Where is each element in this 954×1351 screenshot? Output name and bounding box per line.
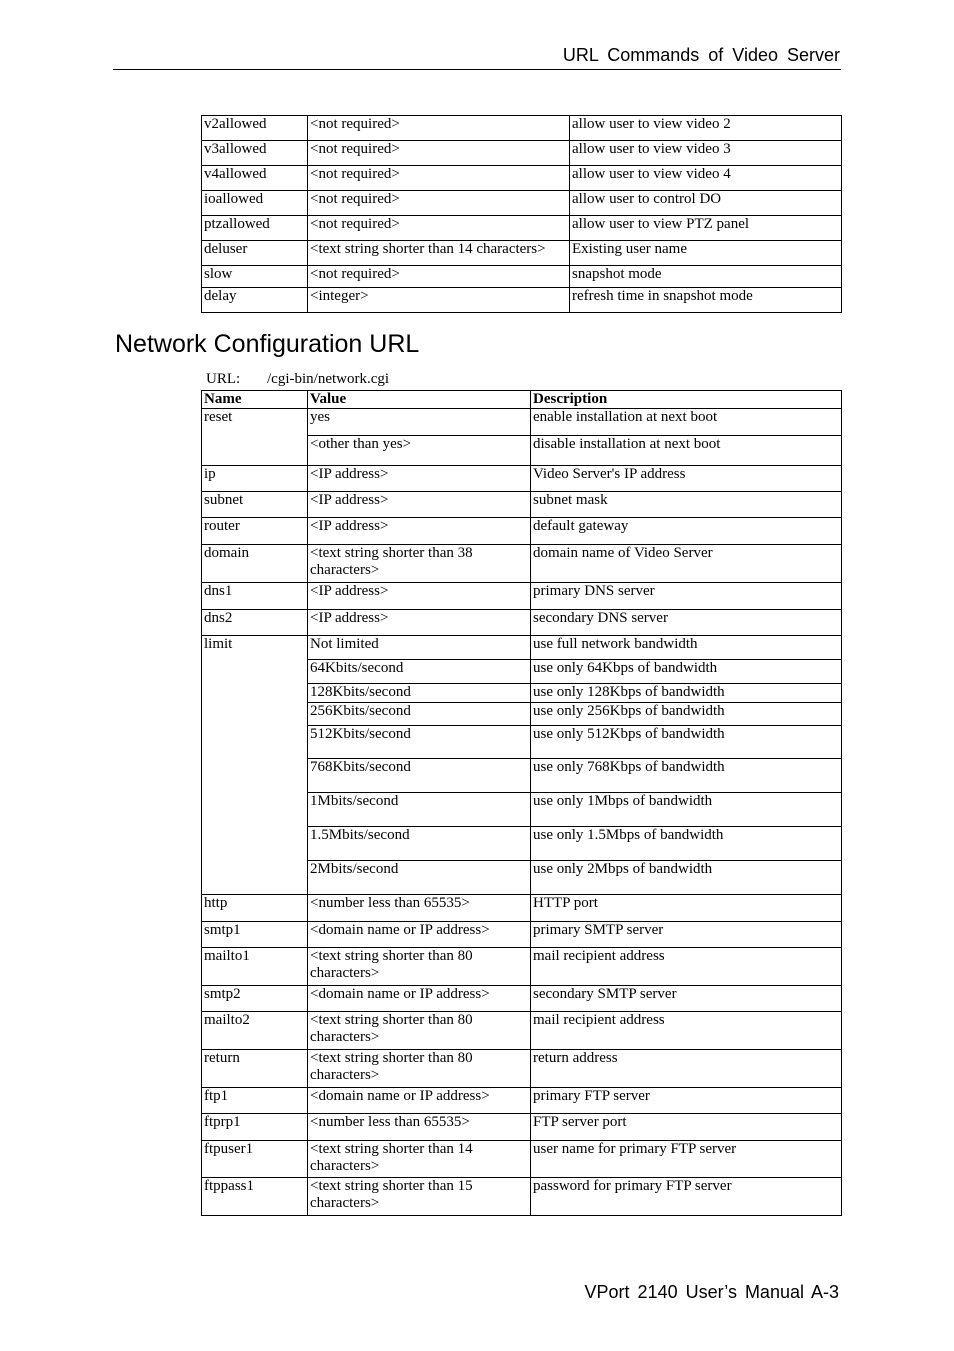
table-row xyxy=(202,986,842,1012)
param-description-cell: use only 1Mbps of bandwidth xyxy=(531,793,842,827)
param-value-cell: <not required> xyxy=(308,191,570,216)
param-name-cell: ftp1 xyxy=(202,1088,308,1114)
param-value-cell: <not required> xyxy=(308,266,570,288)
param-description-cell: password for primary FTP server xyxy=(531,1178,842,1216)
param-description-cell: refresh time in snapshot mode xyxy=(570,288,842,313)
param-name-cell: smtp1 xyxy=(202,922,308,948)
table-header-row xyxy=(202,391,842,409)
param-value-cell: 2Mbits/second xyxy=(308,861,531,895)
param-description-cell: subnet mask xyxy=(531,492,842,518)
section-heading: Network Configuration URL xyxy=(115,330,420,358)
param-name-cell: return xyxy=(202,1050,308,1088)
param-name-cell: ftprp1 xyxy=(202,1114,308,1141)
param-name-cell: ip xyxy=(202,466,308,492)
param-description-cell: allow user to control DO xyxy=(570,191,842,216)
param-name-cell: dns2 xyxy=(202,610,308,636)
table-row xyxy=(202,191,842,216)
param-name-cell: http xyxy=(202,895,308,922)
column-header-description: Description xyxy=(531,391,842,409)
param-description-cell: use only 256Kbps of bandwidth xyxy=(531,703,842,726)
param-value-cell: <IP address> xyxy=(308,492,531,518)
table-row xyxy=(202,1012,842,1050)
param-value-cell: 1Mbits/second xyxy=(308,793,531,827)
param-value-cell: <not required> xyxy=(308,216,570,241)
param-name-cell: ftpuser1 xyxy=(202,1141,308,1178)
param-description-cell: use only 768Kbps of bandwidth xyxy=(531,759,842,793)
param-value-cell: <not required> xyxy=(308,141,570,166)
page-footer: VPort 2140 User’s Manual A-3 xyxy=(584,1282,839,1302)
table-row xyxy=(202,492,842,518)
param-description-cell: allow user to view video 2 xyxy=(570,116,842,141)
param-name-cell: ftppass1 xyxy=(202,1178,308,1216)
param-description-cell: FTP server port xyxy=(531,1114,842,1141)
param-value-cell: <text string shorter than 80 characters> xyxy=(308,948,531,986)
param-value-cell: <integer> xyxy=(308,288,570,313)
table-row xyxy=(202,141,842,166)
param-value-cell: <text string shorter than 14 characters> xyxy=(308,1141,531,1178)
param-value-cell: <number less than 65535> xyxy=(308,895,531,922)
param-description-cell: use only 128Kbps of bandwidth xyxy=(531,684,842,703)
table-row xyxy=(202,266,842,288)
table-row xyxy=(202,545,842,583)
param-description-cell: secondary SMTP server xyxy=(531,986,842,1012)
table-row xyxy=(202,1088,842,1114)
param-name-cell: v4allowed xyxy=(202,166,308,191)
param-value-cell: yes xyxy=(308,409,531,436)
param-name-cell: v2allowed xyxy=(202,116,308,141)
param-name-cell: smtp2 xyxy=(202,986,308,1012)
param-name-cell: mailto1 xyxy=(202,948,308,986)
param-description-cell: secondary DNS server xyxy=(531,610,842,636)
param-value-cell: <text string shorter than 14 characters> xyxy=(308,241,570,266)
param-description-cell: primary FTP server xyxy=(531,1088,842,1114)
param-description-cell: use only 1.5Mbps of bandwidth xyxy=(531,827,842,861)
url-value: /cgi-bin/network.cgi xyxy=(267,371,390,387)
table-row xyxy=(202,922,842,948)
param-name-cell: mailto2 xyxy=(202,1012,308,1050)
param-name-cell: reset xyxy=(202,409,308,466)
param-name-cell: delay xyxy=(202,288,308,313)
param-description-cell: snapshot mode xyxy=(570,266,842,288)
param-value-cell: <number less than 65535> xyxy=(308,1114,531,1141)
param-value-cell: 128Kbits/second xyxy=(308,684,531,703)
table-row xyxy=(202,288,842,313)
param-name-cell: deluser xyxy=(202,241,308,266)
param-name-cell: slow xyxy=(202,266,308,288)
param-value-cell: <text string shorter than 80 characters> xyxy=(308,1012,531,1050)
table-row xyxy=(202,1141,842,1178)
param-description-cell: default gateway xyxy=(531,518,842,545)
param-description-cell: disable installation at next boot xyxy=(531,436,842,466)
param-value-cell: <text string shorter than 38 characters> xyxy=(308,545,531,583)
param-value-cell: Not limited xyxy=(308,636,531,660)
param-value-cell: <text string shorter than 80 characters> xyxy=(308,1050,531,1088)
param-value-cell: 1.5Mbits/second xyxy=(308,827,531,861)
param-value-cell: <text string shorter than 15 characters> xyxy=(308,1178,531,1216)
param-value-cell: <domain name or IP address> xyxy=(308,1088,531,1114)
param-description-cell: mail recipient address xyxy=(531,948,842,986)
url-label: URL: xyxy=(206,371,241,387)
param-name-cell: limit xyxy=(202,636,308,895)
param-name-cell: v3allowed xyxy=(202,141,308,166)
table-row xyxy=(202,166,842,191)
param-description-cell: mail recipient address xyxy=(531,1012,842,1050)
param-value-cell: <not required> xyxy=(308,116,570,141)
param-description-cell: domain name of Video Server xyxy=(531,545,842,583)
param-description-cell: allow user to view PTZ panel xyxy=(570,216,842,241)
table-row xyxy=(202,1050,842,1088)
table-row xyxy=(202,895,842,922)
param-description-cell: allow user to view video 4 xyxy=(570,166,842,191)
param-name-cell: ptzallowed xyxy=(202,216,308,241)
param-name-cell: domain xyxy=(202,545,308,583)
param-value-cell: 512Kbits/second xyxy=(308,726,531,759)
param-description-cell: enable installation at next boot xyxy=(531,409,842,436)
param-description-cell: use only 512Kbps of bandwidth xyxy=(531,726,842,759)
param-description-cell: use full network bandwidth xyxy=(531,636,842,660)
param-value-cell: <domain name or IP address> xyxy=(308,922,531,948)
param-description-cell: use only 64Kbps of bandwidth xyxy=(531,660,842,684)
param-value-cell: 64Kbits/second xyxy=(308,660,531,684)
param-description-cell: primary SMTP server xyxy=(531,922,842,948)
param-value-cell: <IP address> xyxy=(308,583,531,610)
param-name-cell: router xyxy=(202,518,308,545)
column-header-name: Name xyxy=(202,391,308,409)
network-config-table xyxy=(201,390,842,1216)
param-value-cell: <IP address> xyxy=(308,518,531,545)
table-row xyxy=(202,409,842,436)
table-row xyxy=(202,116,842,141)
param-name-cell: ioallowed xyxy=(202,191,308,216)
table-row xyxy=(202,636,842,660)
param-description-cell: use only 2Mbps of bandwidth xyxy=(531,861,842,895)
param-description-cell: Video Server's IP address xyxy=(531,466,842,492)
param-name-cell: dns1 xyxy=(202,583,308,610)
table-row xyxy=(202,583,842,610)
table-row xyxy=(202,466,842,492)
param-value-cell: <IP address> xyxy=(308,610,531,636)
param-description-cell: allow user to view video 3 xyxy=(570,141,842,166)
param-description-cell: user name for primary FTP server xyxy=(531,1141,842,1178)
param-value-cell: <other than yes> xyxy=(308,436,531,466)
table-row xyxy=(202,1178,842,1216)
param-value-cell: 768Kbits/second xyxy=(308,759,531,793)
param-description-cell: primary DNS server xyxy=(531,583,842,610)
table-row xyxy=(202,241,842,266)
param-description-cell: Existing user name xyxy=(570,241,842,266)
param-description-cell: return address xyxy=(531,1050,842,1088)
table-row xyxy=(202,518,842,545)
page-header-title: URL Commands of Video Server xyxy=(562,45,840,65)
param-value-cell: 256Kbits/second xyxy=(308,703,531,726)
table-row xyxy=(202,610,842,636)
url-line xyxy=(206,371,389,388)
table-row xyxy=(202,216,842,241)
param-value-cell: <domain name or IP address> xyxy=(308,986,531,1012)
table-row xyxy=(202,1114,842,1141)
user-config-table-continued xyxy=(201,115,842,313)
param-name-cell: subnet xyxy=(202,492,308,518)
param-value-cell: <not required> xyxy=(308,166,570,191)
header-rule xyxy=(113,69,841,70)
param-description-cell: HTTP port xyxy=(531,895,842,922)
table-row xyxy=(202,948,842,986)
param-value-cell: <IP address> xyxy=(308,466,531,492)
column-header-value: Value xyxy=(308,391,531,409)
